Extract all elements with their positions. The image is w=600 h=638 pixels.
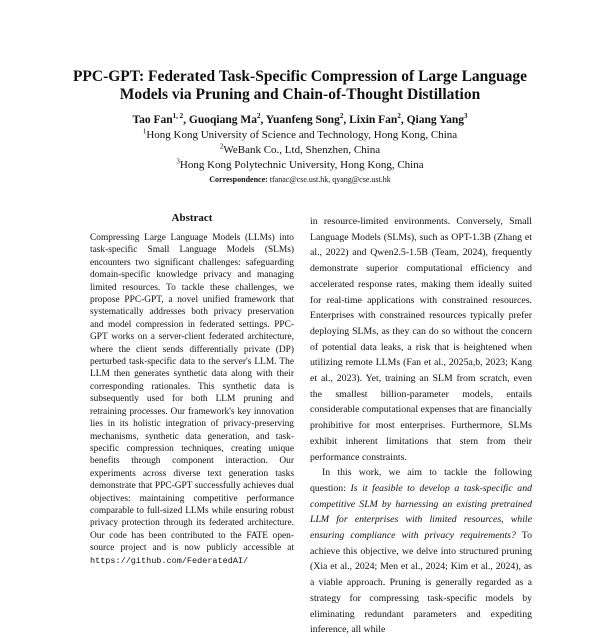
- affiliation-list: [40, 128, 560, 173]
- author-affiliation: 2: [397, 112, 401, 121]
- affiliation-number: 2: [219, 142, 224, 151]
- intro-paragraph-1: in resource-limited environments. Conversely, Small Language Models (SLMs), such as OPT-1.3B (Zhang et al., 2022) and Qwen2.5-1.5B (Team, 2024), frequently demonstrate superior computational efficiency and accelerated response rates, making them ideally suited for real-time applications with constrained resources. Enterprises with constrained resources typically prefer deploying SLMs, as they can do so without the concern of potential data leaks, a risk that is heightened when utilizing remote LLMs (Fan et al., 2025a,b, 2023; Kang et al., 2023). Yet, training an SLM from scratch, even the smallest billion-parameter models, entails considerable computational expenses that are financially prohibitive for most enterprises. Furthermore, SLMs exhibit inherent limitations that stem from their performance constraints.: [310, 216, 532, 463]
- correspondence-label: Correspondence:: [209, 175, 268, 184]
- affiliation-number: 3: [176, 157, 180, 166]
- introduction-column: [310, 214, 532, 638]
- code-url-link[interactable]: https://github.com/FederatedAI/: [90, 555, 249, 566]
- affiliation-text: Hong Kong University of Science and Technology, Hong Kong, China: [146, 129, 458, 141]
- author-name: Qiang Yang: [406, 114, 465, 126]
- affiliation-text: Hong Kong Polytechnic University, Hong Kong, China: [179, 159, 424, 171]
- research-question: Is it feasible to develop a task-specific and competitive SLM by harnessing an existing pretrained LLM for enterprises with limited resources, while ensuring compliance with privacy requirements?: [310, 482, 532, 542]
- author-affiliation: 3: [464, 112, 468, 121]
- affiliation: [40, 143, 560, 158]
- abstract-text: Compressing Large Language Models (LLMs) into task-specific Small Language Models (SLMs) encounters two significant challenges: safeguarding domain-specific knowledge privacy and managing limited resources. To tackle these challenges, we propose PPC-GPT, a novel unified framework that systematically addresses both privacy preservation and model compression in federated settings. PPC-GPT works on a server-client federated architecture, where the client sends differentially private (DP) perturbed task-specific data to the server's LLM. The LLM then generates synthetic data along with their corresponding rationales. This synthetic data is subsequently used for both LLM pruning and retraining processes. Our framework's key innovation lies in its holistic integration of privacy-preserving mechanisms, synthetic data generation, and task-specific compression techniques, creating unique benefits through component interaction. Our experiments across diverse text generation tasks demonstrate that PPC-GPT successfully achieves dual objectives: maintaining competitive performance comparable to full-sized LLMs while ensuring robust privacy protection through its federated architecture. Our code has been contributed to the FATE open-source project and is now publicly accessible at: [90, 233, 294, 554]
- affiliation-text: WeBank Co., Ltd, Shenzhen, China: [223, 144, 381, 156]
- author-affiliation: 1, 2: [172, 112, 184, 121]
- author-name: Tao Fan: [132, 114, 173, 126]
- author-separator: ,: [400, 114, 407, 126]
- paper-title: [40, 68, 560, 104]
- affiliation: [40, 128, 560, 143]
- abstract-body: [90, 232, 294, 567]
- author-separator: ,: [260, 114, 266, 126]
- author-name: Guoqiang Ma: [188, 114, 257, 126]
- correspondence-emails: tfanac@cse.ust.hk, qyang@cse.ust.hk: [269, 175, 391, 184]
- title-line-1: PPC-GPT: Federated Task-Specific Compression of Large Language: [72, 68, 528, 85]
- author-affiliation: 2: [256, 112, 261, 121]
- author-name: Lixin Fan: [349, 114, 398, 126]
- intro-paragraph-2-rest: To achieve this objective, we delve into structured pruning (Xia et al., 2024; Men et al., 2024; Kim et al., 2024), as a viable approach. Pruning is generally regarded as a strategy for compressing task-specific models by eliminating redundant parameters and expediting inference, all while: [310, 530, 532, 636]
- author-affiliation: 2: [339, 112, 344, 121]
- affiliation: [40, 158, 560, 173]
- author-separator: ,: [343, 114, 350, 126]
- abstract-heading: Abstract: [171, 212, 213, 224]
- affiliation-number: 1: [142, 127, 147, 136]
- author-list: [40, 114, 560, 126]
- intro-paragraph-2-start: In this work, we aim to tackle the following question:: [310, 467, 532, 494]
- author-separator: ,: [183, 114, 189, 126]
- correspondence: [40, 175, 560, 184]
- author-name: Yuanfeng Song: [265, 114, 340, 126]
- intro-paragraph-2: [310, 465, 532, 638]
- title-line-2: Models via Pruning and Chain-of-Thought Distillation: [119, 86, 481, 103]
